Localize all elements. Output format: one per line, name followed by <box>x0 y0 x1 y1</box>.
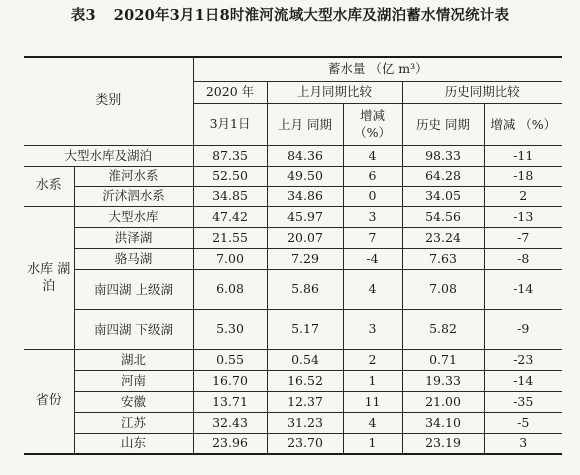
group-water-system: 水系 <box>24 166 74 206</box>
table-row <box>24 145 562 166</box>
cell-value: 47.42 <box>193 206 267 227</box>
cell-value: 0 <box>343 186 402 206</box>
cell-value: -7 <box>484 227 562 248</box>
table-row <box>24 309 562 349</box>
cell-value: 34.05 <box>402 186 484 206</box>
header-hist-change: 增减 （%） <box>484 103 562 145</box>
cell-value: 5.82 <box>402 309 484 349</box>
cell-value: 31.23 <box>267 412 343 433</box>
header-last-change: 增减 （%） <box>343 103 402 145</box>
table-title <box>0 4 580 25</box>
cell-value: 87.35 <box>193 145 267 166</box>
table-row <box>24 391 562 412</box>
row-label: 山东 <box>74 433 193 454</box>
table-row <box>24 206 562 227</box>
cell-value: 23.24 <box>402 227 484 248</box>
table-row <box>24 227 562 248</box>
cell-value: 1 <box>343 433 402 454</box>
group-province: 省份 <box>24 349 74 454</box>
header-category: 类别 <box>24 57 193 145</box>
cell-value: 4 <box>343 412 402 433</box>
row-label: 湖北 <box>74 349 193 370</box>
table-row <box>24 349 562 370</box>
cell-value: 0.54 <box>267 349 343 370</box>
cell-value: 7.63 <box>402 248 484 269</box>
table-row <box>24 269 562 309</box>
cell-value: -11 <box>484 145 562 166</box>
row-label: 淮河水系 <box>74 166 193 186</box>
header-history: 历史同期比较 <box>402 81 562 103</box>
cell-value: 23.96 <box>193 433 267 454</box>
table-row <box>24 370 562 391</box>
table-number: 表3 <box>70 7 96 24</box>
row-label: 骆马湖 <box>74 248 193 269</box>
cell-value: 7.00 <box>193 248 267 269</box>
row-label: 南四湖 下级湖 <box>74 309 193 349</box>
cell-value: 13.71 <box>193 391 267 412</box>
cell-value: 7 <box>343 227 402 248</box>
header-storage: 蓄水量 （亿 m³） <box>193 57 562 81</box>
table-row <box>24 186 562 206</box>
cell-value: 6 <box>343 166 402 186</box>
cell-value: 84.36 <box>267 145 343 166</box>
group-reservoir-lake: 水库 湖泊 <box>24 206 74 349</box>
row-label: 大型水库 <box>74 206 193 227</box>
cell-value: 6.08 <box>193 269 267 309</box>
cell-value: 54.56 <box>402 206 484 227</box>
cell-value: 34.10 <box>402 412 484 433</box>
cell-value: 20.07 <box>267 227 343 248</box>
cell-value: -4 <box>343 248 402 269</box>
cell-value: 19.33 <box>402 370 484 391</box>
row-label: 大型水库及湖泊 <box>24 145 193 166</box>
cell-value: -8 <box>484 248 562 269</box>
cell-value: 21.00 <box>402 391 484 412</box>
cell-value: 3 <box>484 433 562 454</box>
row-label: 江苏 <box>74 412 193 433</box>
cell-value: -9 <box>484 309 562 349</box>
cell-value: 98.33 <box>402 145 484 166</box>
cell-value: 5.86 <box>267 269 343 309</box>
row-label: 南四湖 上级湖 <box>74 269 193 309</box>
cell-value: 23.19 <box>402 433 484 454</box>
cell-value: 23.70 <box>267 433 343 454</box>
table-title-text: 2020年3月1日8时淮河流域大型水库及湖泊蓄水情况统计表 <box>113 7 510 24</box>
cell-value: 5.30 <box>193 309 267 349</box>
cell-value: -13 <box>484 206 562 227</box>
cell-value: 5.17 <box>267 309 343 349</box>
header-hist-same: 历史 同期 <box>402 103 484 145</box>
cell-value: 7.29 <box>267 248 343 269</box>
cell-value: 12.37 <box>267 391 343 412</box>
row-label: 河南 <box>74 370 193 391</box>
header-last-same: 上月 同期 <box>267 103 343 145</box>
cell-value: 3 <box>343 206 402 227</box>
cell-value: 21.55 <box>193 227 267 248</box>
cell-value: -14 <box>484 370 562 391</box>
storage-table <box>24 56 562 455</box>
header-last-month: 上月同期比较 <box>267 81 402 103</box>
cell-value: -5 <box>484 412 562 433</box>
row-label: 洪泽湖 <box>74 227 193 248</box>
cell-value: 2 <box>343 349 402 370</box>
table-row <box>24 248 562 269</box>
cell-value: 11 <box>343 391 402 412</box>
cell-value: 64.28 <box>402 166 484 186</box>
cell-value: 3 <box>343 309 402 349</box>
header-year: 2020 年 <box>193 81 267 103</box>
cell-value: 2 <box>484 186 562 206</box>
cell-value: 7.08 <box>402 269 484 309</box>
cell-value: 16.52 <box>267 370 343 391</box>
cell-value: -14 <box>484 269 562 309</box>
header-date: 3月1日 <box>193 103 267 145</box>
cell-value: 52.50 <box>193 166 267 186</box>
cell-value: 49.50 <box>267 166 343 186</box>
cell-value: -23 <box>484 349 562 370</box>
cell-value: 34.86 <box>267 186 343 206</box>
cell-value: 0.55 <box>193 349 267 370</box>
table-row <box>24 433 562 454</box>
cell-value: 4 <box>343 269 402 309</box>
cell-value: 1 <box>343 370 402 391</box>
cell-value: 16.70 <box>193 370 267 391</box>
cell-value: 45.97 <box>267 206 343 227</box>
cell-value: -35 <box>484 391 562 412</box>
cell-value: 32.43 <box>193 412 267 433</box>
cell-value: 4 <box>343 145 402 166</box>
row-label: 安徽 <box>74 391 193 412</box>
cell-value: -18 <box>484 166 562 186</box>
cell-value: 0.71 <box>402 349 484 370</box>
table-row <box>24 412 562 433</box>
table-row <box>24 166 562 186</box>
row-label: 沂沭泗水系 <box>74 186 193 206</box>
cell-value: 34.85 <box>193 186 267 206</box>
